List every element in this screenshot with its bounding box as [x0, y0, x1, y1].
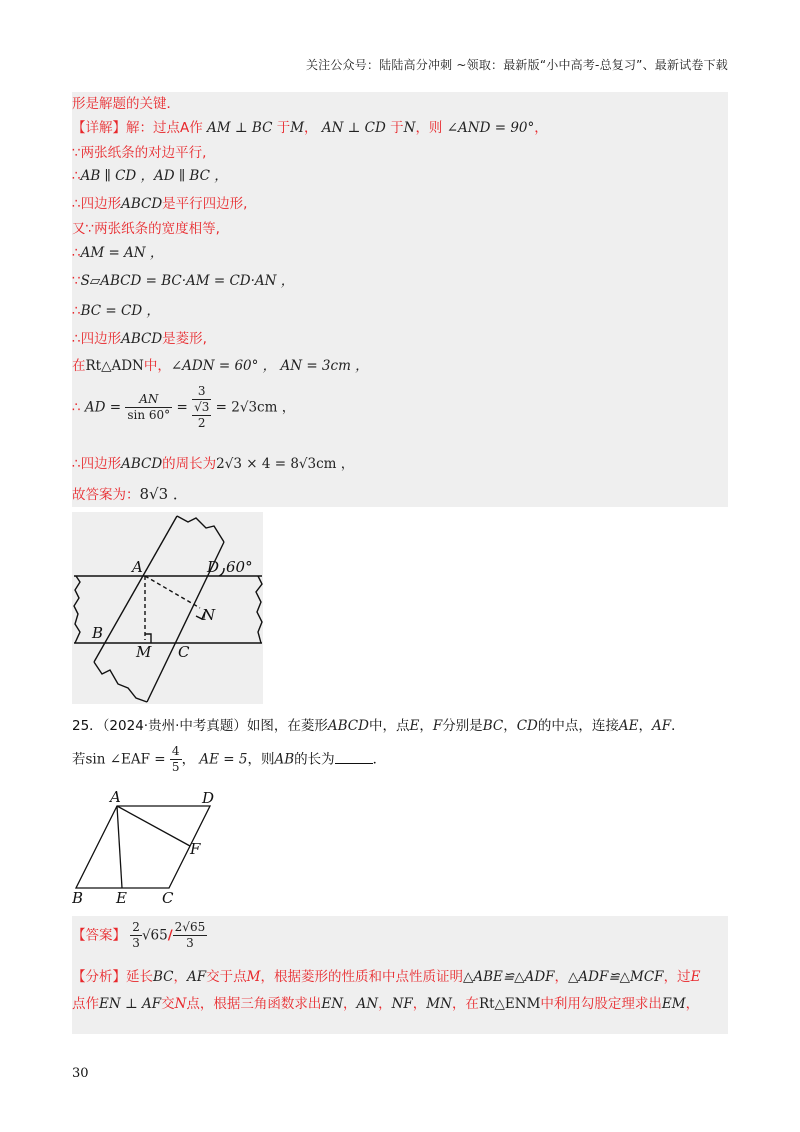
math: EN: [321, 996, 344, 1012]
label-c: C: [162, 889, 174, 907]
label-f: F: [190, 840, 201, 858]
text: ．: [671, 718, 685, 734]
analysis-line-1: [72, 967, 700, 987]
figure-rhombus-svg: [72, 788, 232, 908]
text: 解：过点A作: [126, 120, 203, 136]
text: 点作: [72, 996, 99, 1012]
text: 中，点: [368, 718, 410, 734]
angle-arc-60: [219, 568, 224, 576]
math: ∠ADN = 60° ， AN = 3cm ，: [170, 358, 369, 374]
denominator: 5: [171, 760, 180, 774]
text: ，则: [247, 751, 275, 768]
solution-line-10: [72, 356, 369, 376]
label-e: E: [116, 889, 127, 907]
text: ，: [412, 996, 427, 1012]
right-angle-m: [145, 634, 151, 643]
numerator: 3: [192, 384, 211, 400]
text: 的中点，连接: [537, 718, 619, 734]
math: AB: [274, 751, 295, 768]
text: ∴四边形: [72, 331, 122, 347]
math: E: [409, 718, 420, 734]
text: ，: [173, 969, 188, 985]
label-n: N: [202, 606, 216, 624]
label-b: B: [72, 889, 84, 907]
fraction-2-3: [130, 920, 142, 951]
numerator: AN: [125, 392, 172, 408]
math: 8√3 ．: [139, 485, 188, 503]
math: ABCD: [327, 718, 369, 734]
math: AM = AN ，: [80, 245, 164, 261]
label-b: B: [92, 624, 104, 642]
dashed-an: [145, 576, 200, 608]
solution-line-7: [72, 271, 294, 291]
text: ，: [685, 996, 700, 1012]
math: AB ∥ CD ，AD ∥ BC ，: [80, 168, 228, 184]
question-25-line-2: [72, 744, 386, 784]
text: 的长为: [294, 751, 335, 768]
answer-blank[interactable]: [335, 751, 373, 764]
text: 分别是: [442, 718, 483, 734]
denominator-top: √3: [194, 400, 210, 414]
math: √65: [141, 927, 168, 944]
math: AE: [618, 718, 639, 734]
math: 2√3 × 4 = 8√3cm ，: [216, 456, 355, 472]
math: AF: [187, 969, 207, 985]
solution-line-2: ∵两张纸条的对边平行,: [72, 145, 207, 161]
text: 的周长为: [162, 456, 217, 472]
math: AD =: [84, 399, 122, 416]
math: Rt△ENM: [478, 996, 541, 1012]
figure-paper-strips: [72, 512, 263, 704]
math: BC: [153, 969, 174, 985]
math: AF: [651, 718, 672, 734]
text: ∴四边形: [72, 456, 122, 472]
page-header: 关注公众号：陆陆高分冲刺 ~领取：最新版“小中高考-总复习”、最新试卷下载: [305, 58, 728, 72]
fraction-an-sin60: [125, 392, 172, 423]
label-m: M: [136, 643, 152, 661]
fraction-3-over-root3-2: [192, 384, 211, 431]
text: 交于点: [206, 969, 247, 985]
text: ，: [554, 969, 569, 985]
numerator: 2: [132, 920, 140, 934]
text: ∴: [72, 399, 81, 416]
math: EN ⊥ AF: [99, 996, 162, 1012]
math: sin ∠EAF =: [85, 751, 166, 768]
figure-rhombus: [72, 788, 232, 908]
math: ABCD: [121, 456, 163, 472]
page-number: 30: [72, 1066, 89, 1081]
text: 是菱形,: [162, 331, 207, 347]
text: 中，: [143, 358, 171, 374]
question-25-line-1: [72, 716, 685, 736]
text: 中利用勾股定理求出: [540, 996, 662, 1012]
math: ABCD: [121, 331, 163, 347]
segment-af: [117, 806, 190, 846]
answer-line: [72, 920, 207, 960]
solution-line-12: [72, 454, 354, 474]
label-c: C: [178, 643, 190, 661]
math: N: [174, 996, 187, 1012]
text: 25．（2024·贵州·中考真题）如图，在菱形: [72, 718, 328, 734]
denominator: 3: [186, 936, 194, 950]
text: ，根据菱形的性质和中点性质证明: [260, 969, 463, 985]
text: ，: [378, 996, 392, 1012]
text: ，过: [663, 969, 691, 985]
math: ABCD: [121, 196, 163, 212]
text: ．: [372, 751, 387, 768]
text: 点，根据三角函数求出: [186, 996, 322, 1012]
slanted-strip-left-edge: [94, 516, 177, 662]
solution-line-5: 又∵两张纸条的宽度相等,: [72, 221, 220, 237]
math: △ABE≌△ADF: [462, 969, 555, 985]
analysis-line-2: [72, 994, 699, 1014]
text: 于: [390, 120, 404, 136]
slanted-strip-bottom-torn: [94, 662, 147, 702]
math: MN: [426, 996, 452, 1012]
solution-line-6: [72, 243, 163, 263]
text: 于: [276, 120, 291, 136]
math: CD: [516, 718, 538, 734]
text: ，: [343, 996, 357, 1012]
label-angle-60: 60°: [226, 558, 253, 576]
solution-line-1: 【详解】解：过点A作 AM ⊥ BC 于M， AN ⊥ CD 于N，则 ∠AND = 90°，: [72, 120, 548, 136]
figure-paper-strips-svg: [72, 512, 263, 704]
math: M: [246, 969, 261, 985]
solution-line-9: [72, 329, 207, 349]
text: 故答案为：: [72, 487, 140, 503]
denominator: sin 60°: [127, 408, 171, 422]
math: M: [290, 120, 305, 136]
slanted-strip-top-torn: [177, 516, 224, 542]
solution-line-8: [72, 301, 160, 321]
math: Rt△ADN: [85, 358, 144, 374]
math: NF: [391, 996, 413, 1012]
denominator-bottom: 2: [197, 416, 206, 430]
math: N: [403, 120, 416, 136]
text: ∴四边形: [72, 196, 122, 212]
text: ∴: [72, 303, 81, 319]
label-d: D: [207, 558, 220, 576]
numerator: 2√65: [174, 920, 206, 934]
solution-line-4: [72, 194, 247, 214]
numerator: 4: [171, 744, 180, 758]
text: 是平行四边形,: [162, 196, 248, 212]
strip-left-torn-edge: [74, 576, 80, 643]
text: ，: [503, 718, 517, 734]
answer-tag: 【答案】: [72, 927, 126, 944]
separator: /: [167, 927, 173, 944]
solution-line-0: 形是解题的关键．: [72, 96, 180, 112]
math: F: [432, 718, 443, 734]
text: ，: [638, 718, 652, 734]
math: AM ⊥ BC: [207, 120, 273, 136]
fraction-2root65-3: [173, 920, 208, 951]
text: ，: [419, 718, 433, 734]
label-a: A: [110, 788, 121, 806]
math: AN ⊥ CD: [321, 120, 386, 136]
label-a: A: [132, 558, 143, 576]
math: △ADF≌△MCF: [568, 969, 664, 985]
text: 交: [161, 996, 175, 1012]
math: S▱ABCD = BC·AM = CD·AN ，: [80, 273, 295, 289]
math: AE = 5: [199, 751, 248, 768]
denominator: 3: [132, 936, 140, 950]
math: EM: [661, 996, 686, 1012]
math: E: [690, 969, 701, 985]
label-d: D: [202, 789, 215, 807]
segment-ae: [117, 806, 122, 888]
solution-line-3: [72, 166, 228, 186]
text: ∴: [72, 168, 81, 184]
strip-right-torn-edge: [256, 576, 262, 643]
math: = 2√3cm ，: [215, 399, 296, 416]
math: AN: [356, 996, 379, 1012]
text: 若: [72, 751, 86, 768]
fraction-4-5: [170, 744, 182, 775]
text: ，则: [415, 120, 443, 136]
text: ，在: [451, 996, 479, 1012]
detail-tag: 【详解】: [72, 120, 126, 136]
math: BC = CD ，: [80, 303, 160, 319]
text: ∴: [72, 245, 81, 261]
analysis-tag: 【分析】: [72, 969, 126, 985]
text: 延长: [126, 969, 153, 985]
math: BC: [482, 718, 504, 734]
text: ，: [181, 751, 196, 768]
math: ∠AND = 90°: [446, 120, 535, 136]
solution-line-11: ∴ AD = $\frac{AN}{\sin 60^\circ}$ = 3 √3 2 = 2√3cm ，: [72, 384, 296, 430]
text: ∵: [72, 273, 81, 289]
solution-line-13: [72, 484, 188, 505]
text: 在: [72, 358, 86, 374]
